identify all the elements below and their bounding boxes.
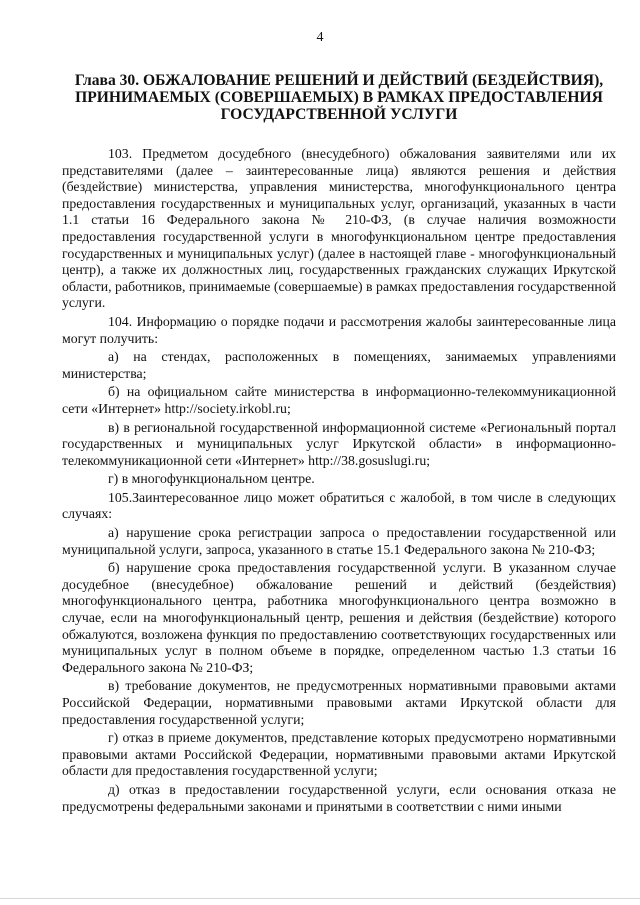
- paragraph-104-g: г) в многофункциональном центре.: [108, 471, 315, 487]
- paragraph-104-b: б) на официальном сайте министерства в информационно-телекоммуникационной сети «Интернет» http://society.irkobl.ru;: [62, 384, 616, 416]
- paragraph-105-v: в) требование документов, не предусмотренных нормативными правовыми актами Российской Федерации, нормативными правовыми актами Иркутской области для предоставления государственной услуги;: [62, 678, 616, 727]
- paragraph-105-g: г) отказ в приеме документов, представление которых предусмотрено нормативными правовыми актами Российской Федерации, нормативными правовыми актами Иркутской области для предоставления государственной услуги;: [62, 730, 616, 779]
- chapter-title: Глава 30. ОБЖАЛОВАНИЕ РЕШЕНИЙ И ДЕЙСТВИЙ (БЕЗДЕЙСТВИЯ), ПРИНИМАЕМЫХ (СОВЕРШАЕМЫХ) В РАМКАХ ПРЕДОСТАВЛЕНИЯ ГОСУДАРСТВЕННОЙ УСЛУГИ: [74, 72, 604, 123]
- paragraph-105-a: а) нарушение срока регистрации запроса о предоставлении государственной или муниципальной услуги, запроса, указанного в статье 15.1 Федерального закона № 210-ФЗ;: [62, 525, 616, 557]
- paragraph-104-v: в) в региональной государственной информационной системе «Региональный портал государственных и муниципальных услуг Иркутской области» в информационно-телекоммуникационной сети «Интернет» http://38.gosuslugi.ru;: [62, 419, 616, 468]
- page-number: 4: [316, 30, 324, 45]
- paragraph-104: 104. Информацию о порядке подачи и рассмотрения жалобы заинтересованные лица могут получить:: [62, 313, 616, 346]
- page-bottom-edge: [0, 898, 640, 899]
- paragraph-104-a: а) на стендах, расположенных в помещениях, занимаемых управлениями министерства;: [62, 349, 616, 381]
- document-body: [62, 146, 616, 817]
- paragraph-105-b: б) нарушение срока предоставления государственной услуги. В указанном случае досудебное (внесудебное) обжалование решений и действий (бездействия) многофункционального центра, работника многофункционального центра возможно в случае, если на многофункциональный центр, решения и действия (бездействие) которого обжалуются, возложена функция по предоставлению соответствующих государственных или муниципальных услуг в полном объеме в порядке, определенном частью 1.3 статьи 16 Федерального закона № 210-ФЗ;: [62, 560, 616, 675]
- paragraph-105-d: д) отказ в предоставлении государственной услуги, если основания отказа не предусмотрены федеральными законами и принятыми в соответствии с ними иными: [62, 781, 616, 814]
- paragraph-105: 105.Заинтересованное лицо может обратиться с жалобой, в том числе в следующих случаях:: [62, 489, 616, 522]
- paragraph-103: 103. Предметом досудебного (внесудебного) обжалования заявителями или их представителями (далее – заинтересованные лица) являются решения и действия (бездействие) министерства, управления министерства, многофункционального центра предоставления государственных и муниципальных услуг, организаций, указанных в части 1.1 статьи 16 Федерального закона № 210-ФЗ, (в случае наличия возможности предоставления государственной услуги в многофункциональном центре предоставления государственных и муниципальных услуг) (далее в настоящей главе - многофункциональный центр), а также их должностных лиц, государственных гражданских служащих Иркутской области, работников, принимаемые (совершаемые) в рамках предоставления государственной услуги.: [62, 146, 616, 311]
